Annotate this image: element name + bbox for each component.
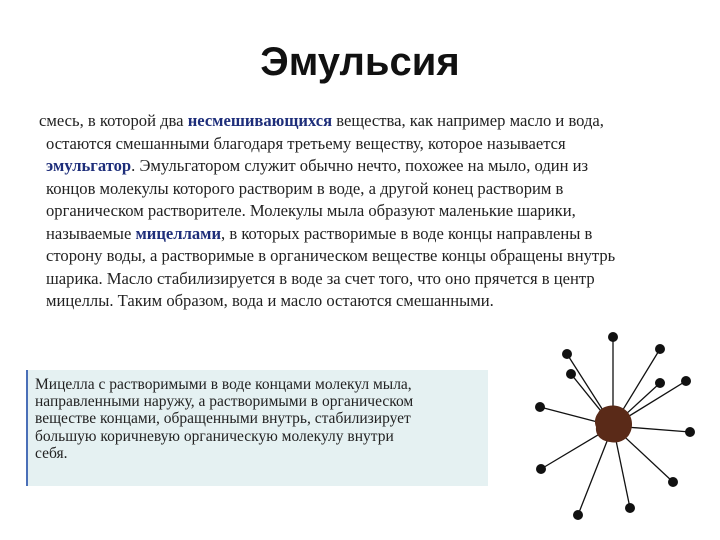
soap-tail: [567, 354, 604, 413]
soap-head: [536, 464, 546, 474]
micelle-diagram: [510, 325, 710, 525]
soap-head: [655, 344, 665, 354]
soap-tail: [629, 427, 690, 432]
soap-head: [668, 477, 678, 487]
caption-line: себя.: [35, 444, 68, 462]
soap-tail: [571, 374, 603, 414]
paragraph-line: смесь, в которой два несмешивающихся вещества, как например масло и вода,: [39, 111, 604, 130]
paragraph-line: называемые мицеллами, в которых растворимые в воде концы направлены в: [46, 223, 593, 243]
soap-head: [573, 510, 583, 520]
paragraph-line: сторону воды, а растворимые в органическом веществе концы обращены внутрь: [46, 246, 616, 265]
paragraph-line: эмульгатор. Эмульгатором служит обычно нечто, похожее на мыло, один из: [46, 156, 589, 175]
soap-head: [681, 376, 691, 386]
soap-head: [655, 378, 665, 388]
paragraph-line: органическом растворителе. Молекулы мыла образуют маленькие шарики,: [46, 201, 576, 220]
soap-head: [566, 369, 576, 379]
soap-head: [535, 402, 545, 412]
soap-tail: [540, 407, 598, 422]
slide-title: Эмульсия: [260, 40, 460, 84]
soap-head: [685, 427, 695, 437]
soap-tail: [621, 349, 660, 412]
term-immiscible: несмешивающихся: [187, 111, 333, 130]
paragraph-line: шарика. Масло стабилизируется в воде за счет того, что оно прячется в центр: [46, 268, 595, 288]
caption-line: большую коричневую органическую молекулу внутри: [35, 427, 394, 445]
soap-tail: [616, 442, 630, 508]
definition-paragraph: [18, 110, 690, 313]
caption-line: направленными наружу, а растворимыми в органическом: [35, 393, 414, 411]
soap-tail: [578, 441, 607, 515]
caption-line: веществе концами, обращенными внутрь, стабилизирует: [35, 410, 411, 428]
organic-molecule-core: [595, 406, 632, 443]
paragraph-line: остаются смешанными благодаря третьему веществу, которое называется: [46, 133, 566, 153]
paragraph-line: мицеллы. Таким образом, вода и масло остаются смешанными.: [46, 291, 494, 310]
caption-accent-bar: [26, 370, 28, 486]
caption-line: Мицелла с растворимыми в воде концами молекул мыла,: [35, 376, 412, 393]
soap-head: [625, 503, 635, 513]
term-micelles: мицеллами: [135, 223, 222, 243]
micelle-caption-box: [26, 370, 488, 486]
paragraph-line: концов молекулы которого растворим в воде, а другой конец растворим в: [46, 178, 564, 198]
term-emulsifier: эмульгатор: [46, 156, 132, 175]
soap-tail: [541, 434, 599, 469]
soap-head: [562, 349, 572, 359]
soap-head: [608, 332, 618, 342]
soap-tail: [625, 437, 673, 482]
